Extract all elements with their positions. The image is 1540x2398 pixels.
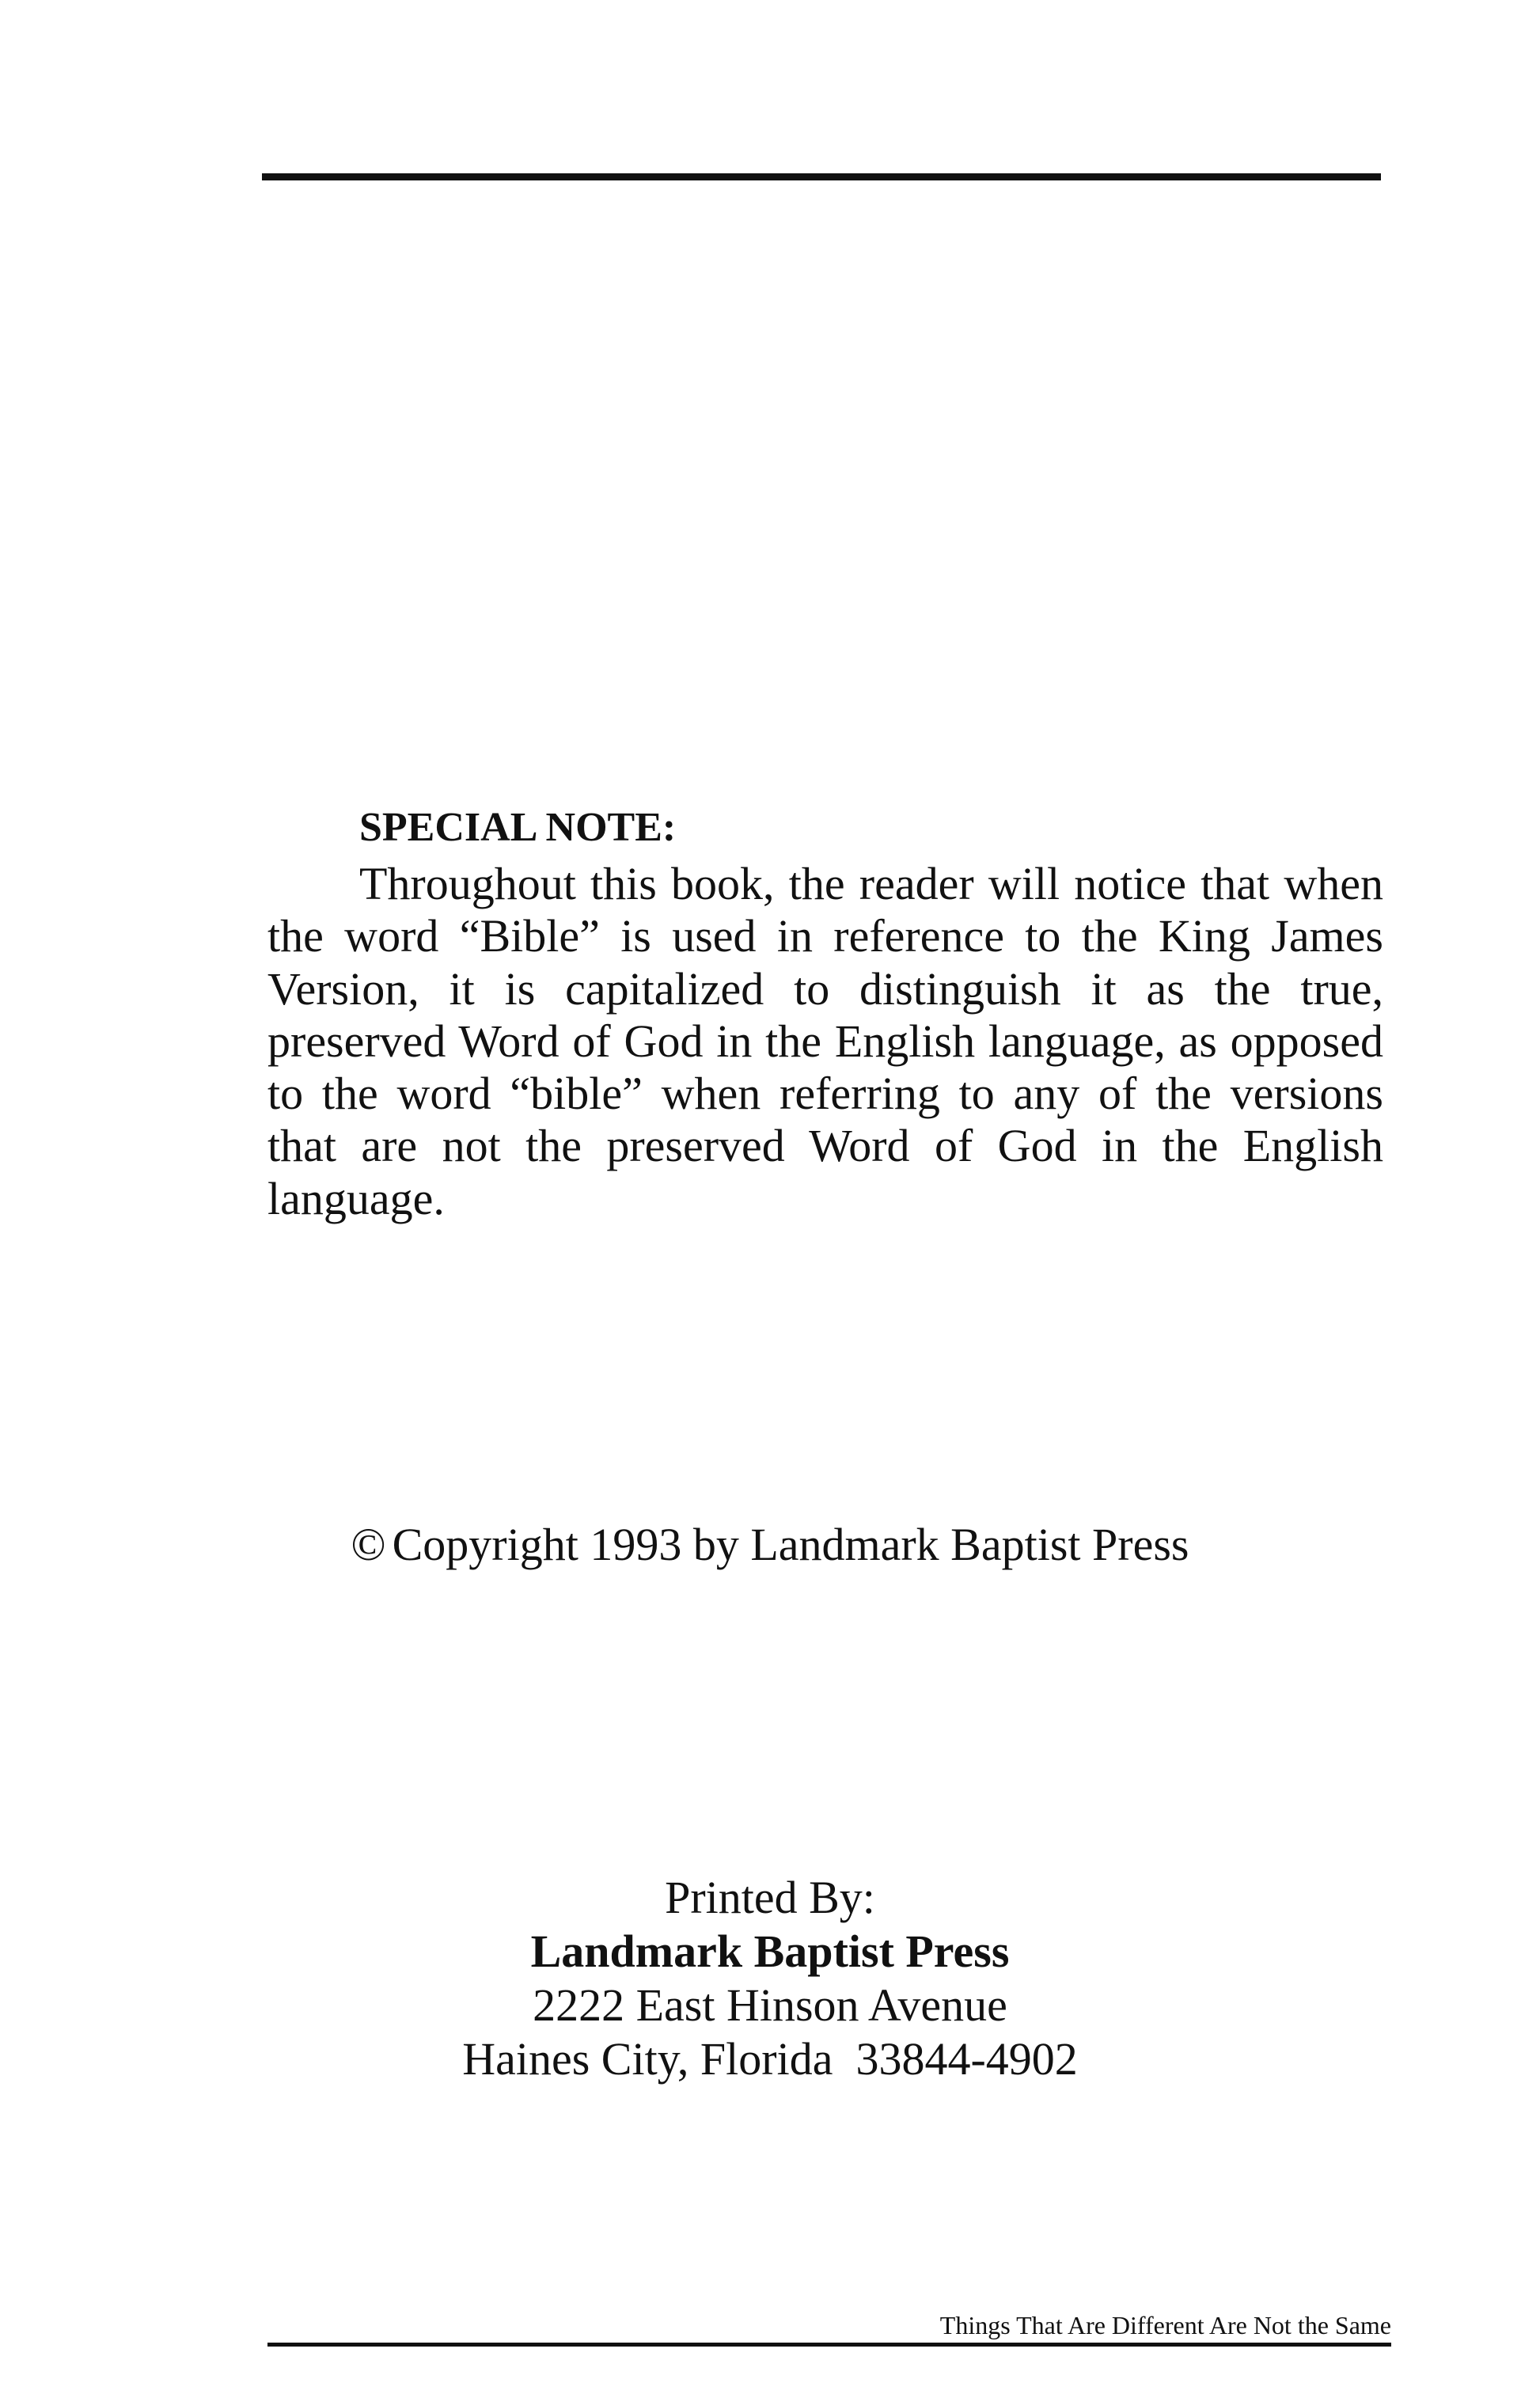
printer-name: Landmark Baptist Press — [530, 1926, 1010, 1977]
printer-street: 2222 East Hinson Avenue — [533, 1979, 1007, 2031]
special-note — [267, 798, 1383, 1225]
bottom-rule — [267, 2343, 1391, 2347]
running-footer-title: Things That Are Different Are Not the Same — [939, 2311, 1391, 2339]
printed-by-label: Printed By: — [665, 1872, 875, 1923]
copyright-icon: © — [351, 1519, 386, 1570]
top-rule — [262, 173, 1381, 180]
copyright-text: Copyright 1993 by Landmark Baptist Press — [392, 1519, 1189, 1570]
printer-city: Haines City, Florida 33844-4902 — [462, 2033, 1078, 2085]
printer-info — [0, 1871, 1540, 2086]
special-note-body: Throughout this book, the reader will notice that when the word “Bible” is used in reference to the King James Version, it is capitalized to distinguish it as the true, preserved Word of God in the English language, as opposed to the word “bible” when referring to any of the versions that are not the preserved Word of God in the English language. — [267, 858, 1383, 1224]
copyright-line — [0, 1513, 1540, 1577]
special-note-heading: SPECIAL NOTE: — [359, 805, 677, 850]
